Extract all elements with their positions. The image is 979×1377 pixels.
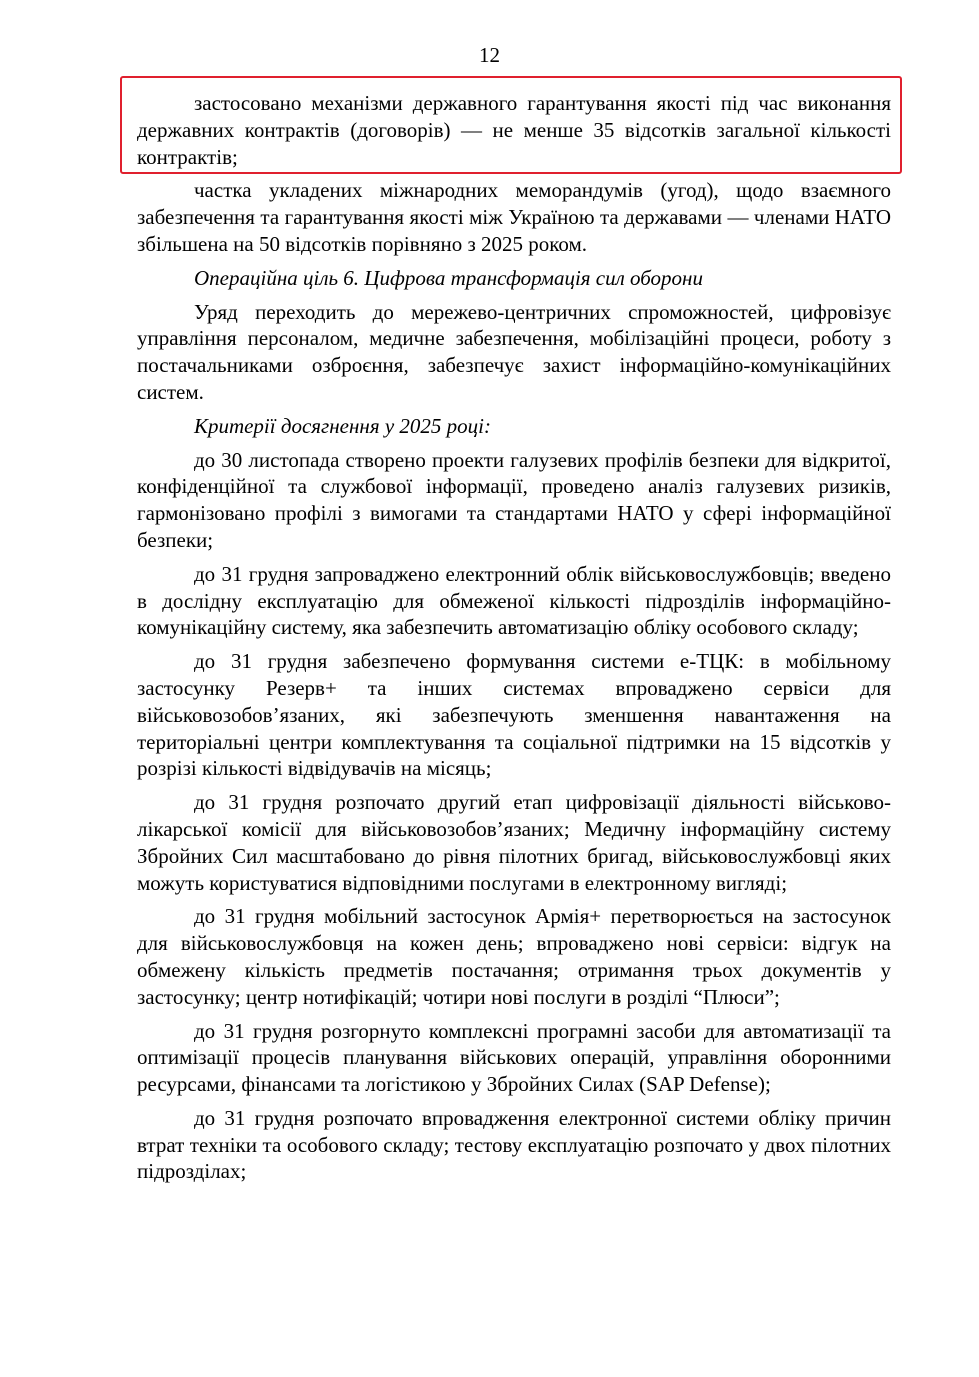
paragraph-quality-guarantee: застосовано механізми державного гарантування якості під час виконання державних контрактів (договорів) — не менше 35 відсотків загальної кількості контрактів; [137,91,891,169]
paragraph-government-digitalization: Уряд переходить до мережево-центричних спроможностей, цифровізує управління персоналом, медичне забезпечення, мобілізаційні процеси, роботу з постачальниками озброєння, забезпечує захист інформаційно-комунікаційних систем. [137,299,891,404]
page-number: 12 [479,43,500,67]
criterion-e-tck: до 31 грудня забезпечено формування системи е-ТЦК: в мобільному застосунку Резерв+ та інших системах впроваджено сервіси для військовозобов’язаних, які забезпечують зменшення навантаження на територіальні центри комплектування та соціальної підтримки на 15 відсотків у розрізі кількості відвідувачів на місяць; [137,649,891,781]
criterion-sap-defense: до 31 грудня розгорнуто комплексні програмні засоби для автоматизації та оптимізації процесів планування військових операцій, управління оборонними ресурсами, фінансами та логістикою у Збройних Силах (SAP Defense); [137,1018,891,1097]
criterion-army-plus: до 31 грудня мобільний застосунок Армія+ перетворюється на застосунок для військовослужбовця на кожен день; впроваджено нові сервіси: відгук на обмежену кількість предметів постачання; отримання трьох документів у застосунку; центр нотифікацій; чотири нові послуги в розділі “Плюси”; [137,904,891,1009]
criterion-electronic-registry: до 31 грудня запроваджено електронний облік військовослужбовців; введено в дослідну експлуатацію для обмеженої кількості підрозділів інформаційно-комунікаційну систему, яка забезпечить автоматизацію обліку особового складу; [137,561,891,640]
criteria-heading: Критерії досягнення у 2025 році: [194,413,491,438]
criterion-loss-accounting: до 31 грудня розпочато впровадження електронної системи обліку причин втрат техніки та особового складу; тестову експлуатацію розпочато у двох пілотних підрозділах; [137,1105,891,1184]
criterion-security-profiles: до 30 листопада створено проекти галузевих профілів безпеки для відкритої, конфіденційної та службової інформації, проведено аналіз галузевих ризиків, гармонізовано профілі з вимогами та стандартами НАТО у сфері інформаційної безпеки; [137,447,891,552]
section-heading-operational-goal: Операційна ціль 6. Цифрова трансформація сил оборони [194,265,703,290]
document-body [137,90,891,1185]
criterion-medical-commission: до 31 грудня розпочато другий етап цифровізації діяльності військово-лікарської комісії для військовозобов’язаних; Медичну інформаційну систему Збройних Сил масштабовано до рівня пілотних бригад, військовослужбовці яких можуть користуватися відповідними послугами в електронному вигляді; [137,790,891,895]
paragraph-nato-memoranda: частка укладених міжнародних меморандумів (угод), щодо взаємного забезпечення та гарантування якості між Україною та державами — членами НАТО збільшена на 50 відсотків порівняно з 2025 роком. [137,178,891,256]
